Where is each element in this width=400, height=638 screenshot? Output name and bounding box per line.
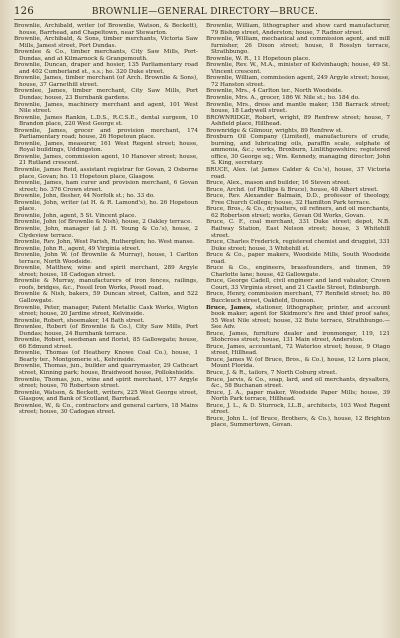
entry-details: draper and hosier, 135 Parliamentary road and 402 Cumberland st., s.s.; ho. 320 Duke street. [19,62,198,75]
entry-details: & Co., contractors and general carters, 18 Mains street; house, 30 Cadogan street. [19,402,198,416]
entry-name: Bruce, Archd. [206,186,246,193]
entry-name: Brownlie, James Reid, [14,167,79,174]
entry-details: registered chemist and druggist, 331 Duke street; house, 3 Whitehill st. [211,239,390,252]
entry-details: & Sons, timber merchants, Victoria Saw Mills, Jamest street, Port Dundas. [19,36,198,49]
entry-name: BROWNRIDGE, [206,114,252,121]
directory-entry [14,180,198,193]
directory-entry [14,49,198,62]
entry-details: accountant, 72 Waterloo street; house, 9 Otago street, Hillhead. [211,343,390,357]
entry-details: paper maker, Woodside Paper Mills; house, 39 North Park terrace, Hillhead. [211,389,390,403]
entry-name: Bruce, J. A., [206,389,244,396]
directory-entry [206,278,390,291]
entry-name: Brownlie, John, [14,225,60,232]
entry-details: wine and spirit merchant, 289 Argyle street; house, 18 Cadogan street. [19,265,198,278]
entry-name: Brownlee, Robert [14,324,67,331]
entry-name: Brownlie, James, [14,180,64,187]
directory-entry [206,357,390,370]
directory-entry [14,305,198,318]
directory-entry [206,377,390,390]
entry-details: agent, 49 Virginia street. [66,245,141,252]
entry-name: Brownlie, Archibald, [14,36,75,43]
entry-details: grocer, 186 W. Nile st.; ho. 184 do. [258,95,360,102]
directory-entry [14,88,198,101]
entry-details: (of Brownlie & Co.), City Saw Mills, Port Dundas; house, 24 Burnbank terrace. [19,324,198,337]
directory-entry [206,416,390,429]
entry-name: Bruce, James, [206,330,249,337]
directory-entry [14,75,198,88]
entry-name: Brownlie, Thomas [14,350,69,357]
entry-details: 11 Hopetoun place. [251,55,311,62]
entry-details: coal merchant, 331 Duke street; depot, N.B. Railway Station, East Nelson street; house, 3 Whitehill street. [211,219,390,239]
entry-details: (of Bruce, Bros., & Co.), house, 12 Lorn place, Mount Florida. [211,356,390,370]
page-number: 126 [14,6,34,17]
entry-name: Brownlie, William, [206,75,260,82]
entry-name: Brownlie, Robert, [14,317,65,324]
entry-name: Brownlie, W. R., [206,55,252,62]
directory-entry [14,252,198,265]
entry-name: Brownlie, John R., [14,245,67,252]
directory-entry [14,226,198,239]
directory-entry [206,403,390,416]
entry-name: Brownlie, Archibald, [14,23,75,29]
directory-entry [14,36,198,49]
directory-entry [14,377,198,390]
entry-details: wrights, 89 Renfrew st. [273,127,343,134]
directory-entry [14,390,198,403]
entry-details: jun., builder and quarrymaster, 29 Cathcart street, Kinning park; house, Braidwood house, Pollokshields. [19,363,198,376]
entry-name: Brownlie, John [14,219,57,226]
entry-details: soap, lard, and oil merchants, drysalters, &c., 58 Buchanan street. [211,376,390,390]
entry-details: ham curer and provision merchant, 6 Govan street; ho. 376 Crown street. [19,180,198,193]
entry-name: Brownlie & Murray, [14,278,76,285]
directory-entry [206,252,390,265]
entry-details: timber merchant (of Arch. Brownlie & Sons), house, 37 Garnethill street. [19,75,198,88]
entry-details: grocer and provision merchant, 174 Parliamentary road; house, 26 Hopetoun place. [19,127,198,141]
entry-name: Brownridge & Gilmour, [206,127,274,134]
entry-name: Bruce & Co., [206,265,251,272]
entry-details: mason and builder, 16 Steven street. [242,180,351,187]
entry-name: Bruce, C. F., [206,219,246,226]
entry-name: Brownlee, W., [14,402,54,409]
entry-name: Bruce, Jarvis, & Co., [206,376,267,383]
directory-entry [206,115,390,128]
directory-entry [14,350,198,363]
entry-details: (of Heathery Knowe Coal Co.), house, 1 Bearly ter., Montgomerie st., Kelvinside. [19,350,198,363]
entry-name: Brownlie, Rev. John, [14,239,73,246]
entry-name: Bruce, J. L., & D. Sturrock, [206,402,286,409]
entry-name: Brownlie & Nish, [14,291,66,298]
entry-name: Brownlie, John, [14,212,59,219]
entry-details: (of Bruce, Brothers, & Co.), house, 12 Brighton place, Summertown, Govan. [211,415,390,429]
directory-entry [14,154,198,167]
entry-details: (of Brownlie & Nish), house, 2 Oakley terrace. [56,219,193,226]
directory-entry [206,134,390,167]
entry-details: engineers, brassfounders, and tinmen, 59 Charlotte lane; house, 42 Gallowgate. [211,265,390,278]
entry-details: manager, Patent Metallic Cask Works, Wigton street; house, 20 Jardine street, Kelvinside. [19,304,198,318]
entry-name: Bruce, Charles Frederick, [206,239,281,246]
entry-details: machinery merchant and agent, 101 West Nile street. [19,101,198,115]
entry-name: Bruce, James, [206,304,253,311]
entry-details: West Parish, Rutherglen; ho. West manse. [72,239,195,246]
left-column [14,23,198,429]
directory-entry [206,390,390,403]
entry-details: manufacturers of iron fences, railings, roofs, bridges, &c., Fossil Iron Works, Possil road. [19,278,198,291]
entry-details: writer (at H. & R. Lamond's), ho. 26 Hopetoun place. [19,199,198,213]
entry-details: tailors, 7 North Coburg street. [246,369,338,376]
directory-entry [14,102,198,115]
entry-name: Bruce, Bros., & Co., [206,206,265,213]
entry-name: Brownlie, Robert, [14,337,66,344]
directory-entry [206,305,390,331]
entry-name: Brownlie, James Rankin, [14,114,88,121]
directory-entry [206,219,390,239]
entry-details: measurer, 161 West Regent street; house, Royal buildings, Uddingston. [19,140,198,154]
entry-name: Brownlie, John, [14,199,59,206]
entry-name: Bruce, George Cadell, [206,278,271,285]
entry-name: Brownlie, James, [14,140,65,147]
entry-details: drysalters, oil refiners, and oil merchants, 62 Robertson street; works, Govan Oil Works, Govan. [211,206,390,219]
entry-details: furniture dealer and ironmonger, 119, 121 Stobcross street; house, 131 Main street, Anderston. [211,330,390,344]
directory-columns [14,23,390,429]
directory-entry [206,344,390,357]
entry-details: seedsman and florist, 85 Gallowgate; house, 66 Edmund street. [19,337,198,350]
entry-name: Brownlie, James, [14,153,64,160]
entry-details: agent, 5 St. Vincent place. [58,212,137,219]
entry-details: commission merchant, 77 Renfield street; ho. 80 Buccleuch street, Oakfield, Dunoon. [211,291,390,304]
entry-name: Brownlie, John, [14,193,59,200]
directory-entry [14,337,198,350]
directory-entry [14,128,198,141]
directory-entry [206,331,390,344]
entry-name: Brownlie, Mrs., [206,101,252,108]
entry-name: Bruce, Henry, [206,291,246,298]
page-header [14,6,390,20]
entry-name: BRUCE, [206,167,230,174]
directory-entry [14,62,198,75]
directory-entry [14,324,198,337]
directory-entry [206,265,390,278]
entry-details: D.D., professor of theology, Free Church College; house, 32 Hamilton Park terrace. [211,193,390,206]
entry-name: Brownlie, Thomas, [14,376,69,383]
entry-details: mechanical and commission agent, and mill furnisher, 26 Dixon street; house, 8 Rosslyn terrace, Strathbungo. [211,36,390,56]
entry-name: Brownlie, Mrs. A., [206,95,259,102]
directory-entry [206,167,390,180]
entry-name: Bruce, John L. [206,415,249,422]
entry-details: Alex. (at James Calder & Co.'s), house, 37 Victoria road. [211,167,390,180]
entry-details: (of Phillips & Bruce), house, 48 Albert street. [245,186,379,193]
entry-name: Brownlie, Thomas, [14,363,69,370]
entry-details: assistant registrar for Govan, 2 Osborne place, Govan; ho. 11 Hopetoun place, Glasgow. [19,167,198,180]
directory-entry [14,23,198,36]
entry-details: lithographer and show card manufacturer, 79 Bishop street, Anderston; house, 7 Radnor street. [211,23,390,36]
entry-name: Brownlee & Co., [14,49,67,56]
directory-entry [206,239,390,252]
entry-name: Brownlie, Mrs., [206,88,251,95]
directory-entry [206,193,390,206]
entry-details: bakers, 59 Duncan street, Calton, and 522 Gallowgate. [19,291,198,304]
entry-details: stationer, lithographer, printer, and account book maker; agent for Skidmore's fire and thief proof safes, 55 West Nile street; house, 32 Bute terrace, Strathbungo.—See Adv. [211,304,390,331]
entry-details: minister of Kelvinhaugh; house, 49 St. Vincent crescent. [211,62,390,75]
directory-entry [14,167,198,180]
entry-details: timber merchants, City Saw Mills, Port-Dundas, and at Kilmarnock & Grangemouth. [19,49,198,62]
entry-details: manager (at J. H. Young & Co.'s), house, 2 Clydeview terrace. [19,225,198,239]
directory-entry [14,291,198,304]
entry-details: 4 Carlton ter., North Woodside. [250,88,343,95]
directory-entry [14,265,198,278]
entry-name: Broxburn [206,134,234,141]
entry-name: Bruce, Alex., [206,180,243,187]
entry-name: Bruce, Rev. Alexander Balmain, [206,193,303,200]
entry-details: commission agent, 10 Hanover street; house, 21 Rutland crescent. [19,153,198,167]
directory-entry [206,206,390,219]
entry-name: Brownlie, William, [206,23,261,29]
entry-name: Brownlie, James, [14,127,68,134]
entry-name: Brownlie, Rev. W., M.A., [206,62,276,69]
entry-details: LL.B., architects, 103 West Regent street. [211,402,390,416]
entry-details: writer (of Brownlie, Watson, & Beckett), house, Barrhead, and Chapeltown, near Stewarton. [19,23,198,36]
entry-details: (of Brownlie & Murray), house, 1 Carlton terrace, North Woodside. [19,252,198,265]
entry-details: civil engineer and land valuator, Crown Court, 33 Virginia street, and 21 Castle Street, Edinburgh. [211,278,390,291]
entry-details: dress and mantle maker, 158 Barrack street; house, 18 Ladywell street. [211,101,390,115]
entry-details: jun., wine and spirit merchant, 177 Argyle street; house, 70 Robertson street. [19,376,198,390]
entry-name: Bruce, J. & R., [206,369,247,376]
directory-entry [206,62,390,75]
entry-name: Brownlie, James, [14,75,64,82]
entry-details: shoemaker, 14 Bath street. [65,317,145,324]
entry-name: Bruce, James, [206,343,247,350]
entry-name: Bruce & Co., [206,252,246,259]
entry-details: paper makers, Woodside Mills, South Woodside road. [211,252,390,265]
entry-name: Brownlie, Duncan, [14,62,69,69]
page-title: BROWNLIE—GENERAL DIRECTORY—BRUCE. [91,7,319,17]
directory-entry [14,200,198,213]
entry-name: Brownlie, Peter, [14,304,61,311]
entry-details: timber merchant, City Saw Mills, Port Dundas; house, 23 Burnbank gardens. [19,88,198,102]
entry-name: Brownlie, William, [206,36,260,43]
directory-entry [206,36,390,56]
directory-entry [14,363,198,376]
right-column [206,23,390,429]
entry-details: Robert, wright, 89 Renfrew street; house, 7 Ashfield place, Hillhead. [211,114,390,128]
directory-entry [14,278,198,291]
directory-entry [206,23,390,36]
entry-name: Brownlie, Watson, [14,389,67,396]
directory-entry [14,115,198,128]
entry-details: commission agent, 249 Argyle street; house, 72 Hanston street. [211,75,390,88]
entry-details: L.D.S., R.C.S.E., dental surgeon, 10 Brandon place, 220 West George st. [19,114,198,128]
entry-details: flesher, 44 Norfolk st.; ho. 33 do. [58,193,155,200]
entry-name: Brownlie, John W. [14,252,68,259]
entry-name: Brownlie, James, [14,101,65,108]
directory-entry [206,102,390,115]
directory-entry [206,291,390,304]
directory-entry [206,75,390,88]
entry-details: Oil Company (Limited), manufacturers of crude, burning, and lubricating oils, paraffin scale, sulphate of ammonia, &c.; works, Broxburn, Linlithgowshire; registered office, 30 George sq.; Wm. Kennedy, managing director; John S. King, secretary. [211,134,390,167]
directory-entry [14,141,198,154]
directory-entry [14,403,198,416]
entry-name: Brownlie, Matthew, [14,265,73,272]
entry-name: Brownlee, James, [14,88,68,95]
entry-name: Bruce, James W. [206,356,253,363]
entry-details: & Beckett, writers, 225 West George street, Glasgow, and Bank of Scotland, Barrhead. [19,389,198,403]
